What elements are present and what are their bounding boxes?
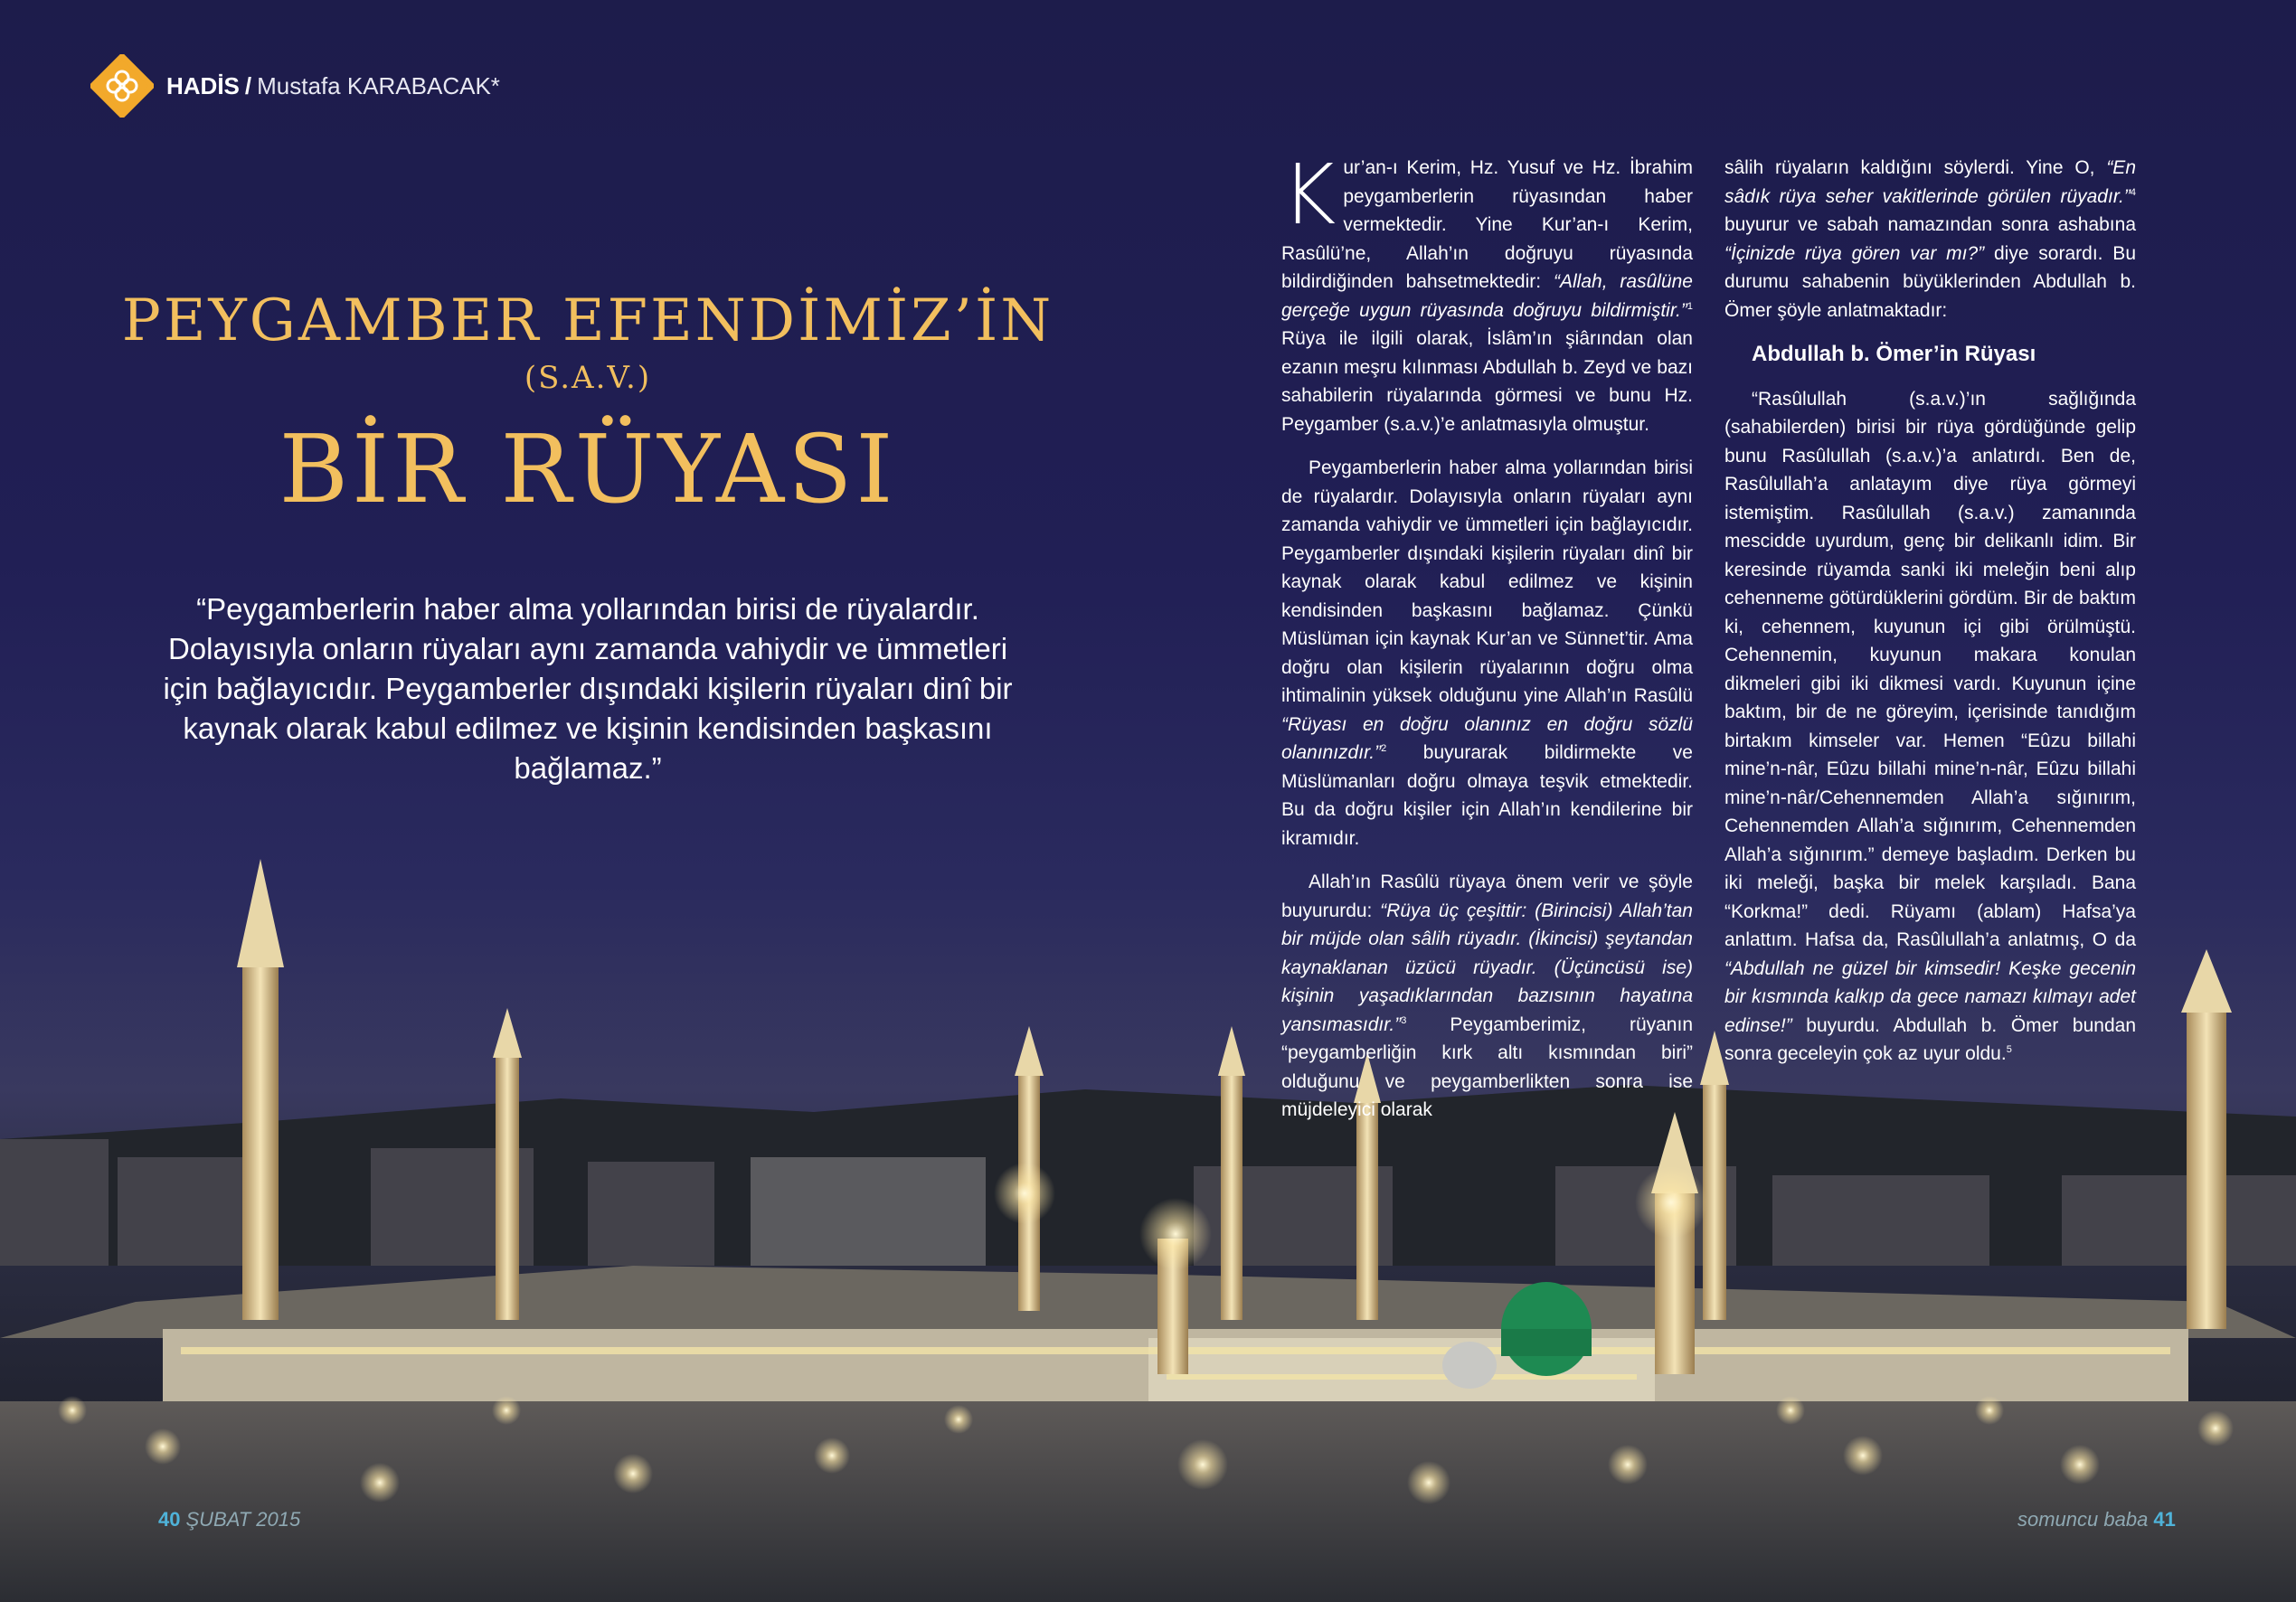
- footnote-ref: 3: [1401, 1014, 1407, 1026]
- page-number: 40: [158, 1508, 181, 1531]
- text-run: buyurarak bildirmekte ve Müslümanları doğru olmaya teşvik etmektedir. Bu da doğru kişiler için Allah’ın kendilerine bir ikramıdır.: [1281, 742, 1693, 849]
- quote-run: “En sâdık rüya seher vakitlerinde görülen rüyadır.”: [1724, 157, 2136, 207]
- text-run: buyurur ve sabah namazından sonra ashabına: [1724, 214, 2136, 235]
- text-run: ur’an-ı Kerim, Hz. Yusuf ve Hz. İbrahim peygamberlerin rüyasından haber vermektedir. Yine Kur’an-ı Kerim, Rasûlü’ne, Allah’ın doğruyu rüyasında bildirdiğinden bahsetmektedir:: [1281, 157, 1693, 292]
- text-run: “Rasûlullah (s.a.v.)’ın sağlığında (sahabilerden) birisi bir rüya gördüğünde gelip bunu Rasûlullah (s.a.v.)’a anlatırdı. Ben de, Rasûlullah’a anlatayım diye rüya görmeyi istemiştim. Rasûlullah (s.a.v.) zamanında mescidde uyurdum, genç bir delikanlı idim. Bir keresinde rüyamda sanki iki meleğin beni alıp cehenneme götürdüklerini gördüm. Bir de baktım ki, cehennem, kuyunun içi gibi örülmüştü. Cehennemin, kuyunun makara konulan dikmeleri gibi iki dikmesi vardı. Kuyunun içine baktım, bir de ne göreyim, içerisinde tanıdığım birtakım kimseler var. Hemen “Eûzu billahi mine’n-nâr, Eûzu billahi mine’n-nâr, Eûzu billahi mine’n-nâr/Cehennemden Allah’a sığınırım, Cehennemden Allah’a sığınırım, Cehennemden Allah’a sığınırım.” demeye başladım. Derken bu iki meleği, başka bir melek karşıladı. Bana “Korkma!” dedi. Rüyamı (ablam) Hafsa’ya anlattım. Hafsa da, Rasûlullah’a anlatmış, O da: [1724, 388, 2136, 950]
- subheading: Abdullah b. Ömer’in Rüyası: [1752, 342, 2036, 366]
- footnote-ref: 4: [2130, 186, 2136, 198]
- text-run: buyurdu. Abdullah b. Ömer bundan sonra geceleyin çok az uyur oldu.: [1724, 1014, 2136, 1064]
- text-run: Rüya ile ilgili olarak, İslâm’ın şiârından olan ezanın meşru kılınması Abdullah b. Zeyd ve bazı sahabilerin rüyalarında görmesi ve bunu Hz. Peygamber (s.a.v.)’e anlatmasıyla olmuştur.: [1281, 328, 1693, 435]
- pull-quote: “Peygamberlerin haber alma yollarından birisi de rüyalardır. Dolayısıyla onların rüyaları aynı zamanda vahiydir ve ümmetleri için bağlayıcıdır. Peygamberler dışındaki kişilerin rüyaları dinî bir kaynak olarak kabul edilmez ve kişinin kendisinden başkasını bağlamaz.”: [163, 592, 1013, 785]
- paragraph: [1281, 146, 1693, 438]
- paragraph: [1724, 154, 2136, 325]
- text-run: Allah’ın Rasûlü rüyaya önem verir ve şöyle buyururdu:: [1281, 872, 1693, 921]
- quote-run: “Allah, rasûlüne gerçeğe uygun rüyasında doğruyu bildirmiştir.”: [1281, 271, 1693, 321]
- issue-label: ŞUBAT 2015: [185, 1508, 301, 1531]
- text-run: diye sorardı. Bu durumu sahabenin büyüklerinden Abdullah b. Ömer şöyle anlatmaktadır:: [1724, 242, 2136, 321]
- right-page-footer: [2012, 1508, 2176, 1531]
- paragraph: [1281, 454, 1693, 853]
- title-line-3: BİR RÜYASI: [279, 414, 897, 524]
- text-run: Peygamberimiz, rüyanın “peygamberliğin kırk altı kısmından biri” olduğunu ve peygamberlikten sonra ise müjdeleyici olarak: [1281, 1013, 1693, 1120]
- paragraph: [1724, 385, 2136, 1069]
- footnote-ref: 5: [2006, 1044, 2012, 1055]
- paragraph: [1281, 868, 1693, 1125]
- article-column-1: [1281, 146, 1693, 1140]
- header-text: [166, 72, 500, 100]
- quote-run: “Abdullah ne güzel bir kimsedir! Keşke gecenin bir kısmında kalkıp da gece namazı kılmayı adet edinse!”: [1724, 957, 2136, 1036]
- quote-run: “Rüyası en doğru olanınız en doğru sözlü olanınızdır.”: [1281, 713, 1693, 763]
- text-run: Peygamberlerin haber alma yollarından birisi de rüyalardır. Dolayısıyla onların rüyaları aynı zamanda vahiydir ve ümmetleri için bağlayıcıdır. Peygamberler dışındaki kişilerin rüyaları dinî bir kaynak olarak kabul edilmez ve kişinin kendisinden başkasını bağlamaz. Çünkü Müslüman için kaynak Kur’an ve Sünnet’tir. Ama doğru olan kişilerin rüyalarının doğru olma ihtimalinin yüksek olduğunu yine Allah’ın Rasûlü: [1281, 457, 1693, 706]
- author-name: Mustafa KARABACAK*: [257, 71, 500, 99]
- header-separator: /: [244, 71, 252, 99]
- article-column-2: [1724, 154, 2136, 1084]
- left-page-footer: [158, 1508, 306, 1531]
- text-run: sâlih rüyaların kaldığını söylerdi. Yine O,: [1724, 157, 2107, 178]
- page-number: 41: [2153, 1508, 2176, 1531]
- section-header: [90, 54, 500, 118]
- quote-run: “Rüya üç çeşittir: (Birincisi) Allah’tan bir müjde olan sâlih rüyadır. (İkincisi) şeytandan kaynaklanan üzücü rüyadır. (Üçüncüsü ise) kişinin yaşadıklarından bazısının hayatına yansımasıdır.”: [1281, 900, 1693, 1035]
- section-name: HADİS: [166, 71, 240, 99]
- footnote-ref: 1: [1687, 300, 1693, 312]
- magazine-name: somuncu baba: [2017, 1508, 2149, 1531]
- drop-cap: K: [1281, 146, 1337, 243]
- footnote-ref: 2: [1381, 743, 1387, 754]
- quote-run: “İçinizde rüya gören var mı?”: [1724, 242, 1985, 264]
- title-line-1: PEYGAMBER EFENDİMİZ’İN: [121, 287, 1054, 354]
- section-logo-icon: [90, 54, 154, 118]
- title-line-2: (S.A.V.): [524, 360, 652, 396]
